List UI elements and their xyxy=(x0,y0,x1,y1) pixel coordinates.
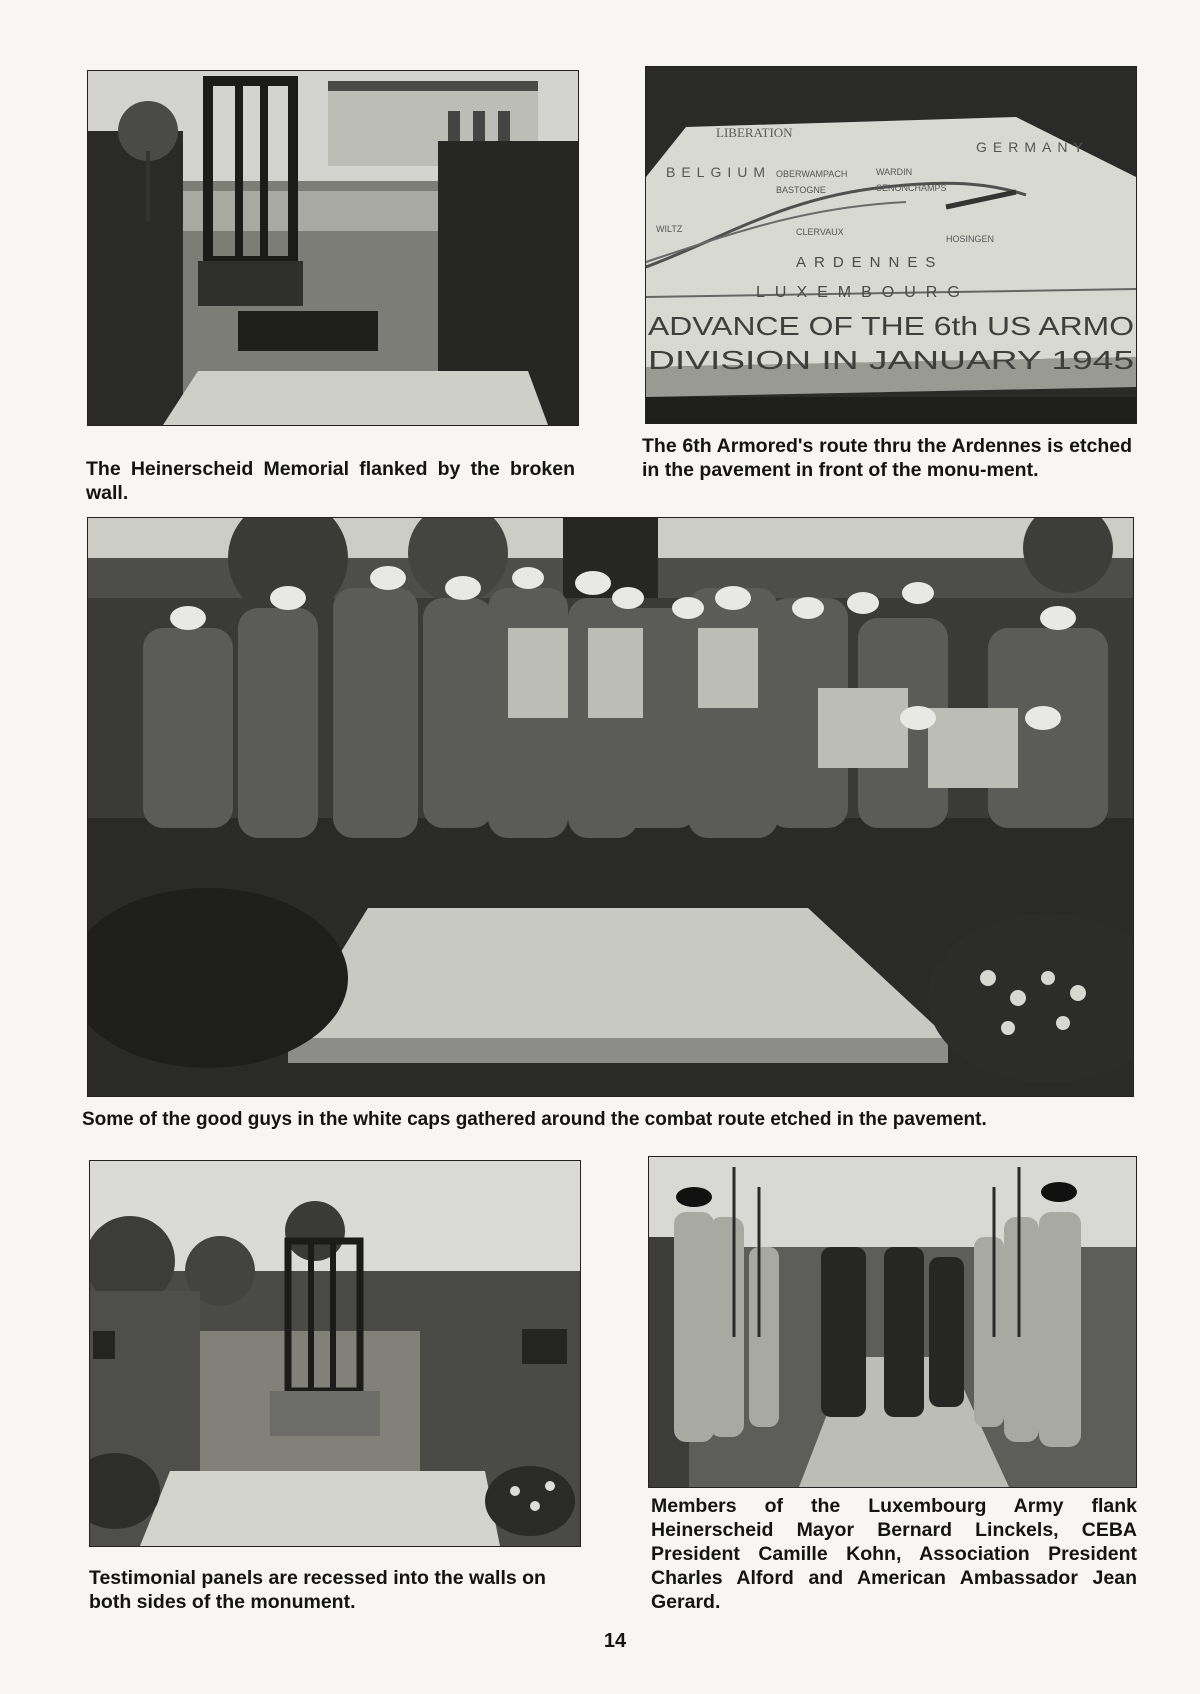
photo-testimonial-panels xyxy=(89,1160,581,1547)
engraving-country-germany: GERMANY xyxy=(976,139,1089,155)
photo-veterans-group xyxy=(87,517,1134,1097)
caption-testimonial-panels: Testimonial panels are recessed into the walls on both sides of the monument. xyxy=(89,1567,546,1613)
engraving-place-hosingen: HOSINGEN xyxy=(946,234,995,244)
engraving-place-bastogne: BASTOGNE xyxy=(776,185,826,195)
caption-veterans-group: Some of the good guys in the white caps gathered around the combat route etched in the pavement. xyxy=(82,1109,987,1130)
engraving-country-belgium: BELGIUM xyxy=(666,164,772,180)
engraving-country: LUXEMBOURG xyxy=(756,284,970,301)
engraving-place-wardin: WARDIN xyxy=(876,167,913,177)
engraving-place-clervaux: CLERVAUX xyxy=(796,227,844,237)
engraving-top-edge: LIBERATION xyxy=(716,125,793,140)
caption-memorial: The Heinerscheid Memorial flanked by the broken wall. xyxy=(86,458,575,504)
caption-ceremony: Members of the Luxembourg Army flank Heinerscheid Mayor Bernard Linckels, CEBA President Camille Kohn, Association President Charles Alford and American Ambassador Jean Gerard. xyxy=(651,1495,1137,1613)
engraving-place-senonchamps: SENONCHAMPS xyxy=(876,183,947,193)
photo-ceremony xyxy=(648,1156,1137,1488)
page-number: 14 xyxy=(603,1630,627,1652)
photo-heinerscheid-memorial xyxy=(87,70,579,426)
caption-pavement-route: The 6th Armored's route thru the Ardennes is etched in the pavement in front of the monu-ment. xyxy=(642,435,1132,481)
engraving-place-wiltz: WILTZ xyxy=(656,224,683,234)
engraving-place-oberwampach: OBERWAMPACH xyxy=(776,169,848,179)
engraving-line-2: DIVISION IN JANUARY 1945 xyxy=(648,345,1134,375)
engraving-line-1: ADVANCE OF THE 6th US ARMO xyxy=(648,311,1134,341)
engraving-region: ARDENNES xyxy=(796,254,944,271)
photo-pavement-route xyxy=(645,66,1137,424)
